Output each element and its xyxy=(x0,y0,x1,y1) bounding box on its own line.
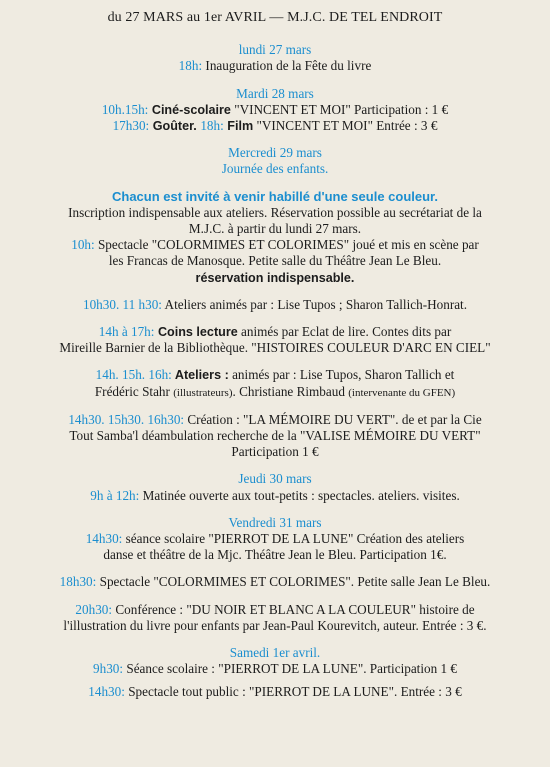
event-line xyxy=(10,297,540,313)
day-heading: Mardi 28 mars xyxy=(236,85,314,101)
event-time: 14h30. 15h30. 16h30: xyxy=(68,411,185,427)
section-conference xyxy=(10,602,540,634)
event-line xyxy=(10,118,540,134)
event-time: 9h à 12h: xyxy=(90,487,140,503)
day-heading: Samedi 1er avril. xyxy=(229,645,321,661)
event-time: 10h.15h: xyxy=(101,101,149,117)
highlight-notice: Chacun est invité à venir habillé d'une seule couleur. xyxy=(111,188,439,204)
section-jeudi-30 xyxy=(10,471,540,503)
section-coins-lecture xyxy=(10,324,540,356)
event-text: Participation 1 € xyxy=(231,444,319,460)
event-text: animés par Eclat de lire. Contes dits par xyxy=(237,324,452,340)
event-time: 18h30: xyxy=(59,574,97,590)
section-lundi-27 xyxy=(10,42,540,74)
event-line xyxy=(10,367,540,383)
section-samedi-1 xyxy=(10,645,540,700)
event-line xyxy=(10,684,540,700)
day-heading: Jeudi 30 mars xyxy=(238,471,312,487)
event-time: 14h30: xyxy=(85,531,123,547)
event-time: 14h. 15h. 16h: xyxy=(95,367,172,383)
section-ateliers-2 xyxy=(10,367,540,400)
event-text: "VINCENT ET MOI" Participation : 1 € xyxy=(230,101,449,117)
event-line xyxy=(10,102,540,118)
event-text: Spectacle "COLORMIMES ET COLORIMES". Petite salle Jean Le Bleu. xyxy=(96,574,491,590)
event-text: Frédéric Stahr xyxy=(94,383,174,399)
info-text: Inscription indispensable aux ateliers. Réservation possible au secrétariat de la xyxy=(68,204,482,220)
day-heading: Mercredi 29 mars xyxy=(228,145,322,161)
day-heading: Vendredi 31 mars xyxy=(228,514,322,530)
event-text: Matinée ouverte aux tout-petits : spectacles. ateliers. visites. xyxy=(139,487,460,503)
event-text: Inauguration de la Fête du livre xyxy=(202,58,372,74)
event-line xyxy=(10,488,540,504)
event-text: "VINCENT ET MOI" Entrée : 3 € xyxy=(253,118,438,134)
event-title: Film xyxy=(223,119,254,134)
event-time: 10h30. 11 h30: xyxy=(82,296,162,312)
section-mardi-28 xyxy=(10,86,540,135)
event-line xyxy=(10,384,540,401)
event-time: 18h: xyxy=(200,118,224,134)
event-text: Mireille Barnier de la Bibliothèque. "HISTOIRES COULEUR D'ARC EN CIEL" xyxy=(59,340,491,356)
event-text: . Christiane Rimbaud xyxy=(232,383,349,399)
event-time: 17h30: xyxy=(112,118,150,134)
event-title: Coins lecture xyxy=(154,325,238,340)
event-text: Spectacle tout public : "PIERROT DE LA LUNE". Entrée : 3 € xyxy=(124,683,462,699)
info-text: M.J.C. à partir du lundi 27 mars. xyxy=(188,221,362,237)
event-text: Ateliers animés par : Lise Tupos ; Sharon Tallich-Honrat. xyxy=(161,296,468,312)
reservation-note: réservation indispensable. xyxy=(195,270,355,285)
event-time: 20h30: xyxy=(75,601,113,617)
event-time: 10h: xyxy=(71,237,95,253)
event-line xyxy=(10,574,540,590)
day-heading: lundi 27 mars xyxy=(238,42,312,58)
event-title: Ciné-scolaire xyxy=(148,102,231,117)
section-spectacle xyxy=(10,574,540,590)
event-title: Goûter. xyxy=(149,119,201,134)
event-text: Conférence : "DU NOIR ET BLANC A LA COULEUR" histoire de xyxy=(112,601,475,617)
event-note: (intervenante du GFEN) xyxy=(348,386,456,399)
event-line xyxy=(10,602,540,618)
event-line xyxy=(10,58,540,74)
day-subheading: Journée des enfants. xyxy=(221,161,329,177)
event-text: l'illustration du livre pour enfants par Jean-Paul Kourevitch, auteur. Entrée : 3 €. xyxy=(63,617,487,633)
event-time: 14h à 17h: xyxy=(98,324,155,340)
page-title: du 27 MARS au 1er AVRIL — M.J.C. DE TEL ENDROIT xyxy=(107,10,443,25)
event-note: (illustrateurs) xyxy=(173,386,233,399)
event-line xyxy=(10,324,540,340)
event-text: danse et théâtre de la Mjc. Théâtre Jean le Bleu. Participation 1€. xyxy=(103,547,447,563)
section-ateliers xyxy=(10,297,540,313)
event-line xyxy=(10,412,540,428)
event-text: Séance scolaire : "PIERROT DE LA LUNE". Participation 1 € xyxy=(123,661,457,677)
section-vendredi-31 xyxy=(10,515,540,564)
section-creation xyxy=(10,412,540,461)
event-text: séance scolaire "PIERROT DE LA LUNE" Création des ateliers xyxy=(122,531,465,547)
section-mercredi-29 xyxy=(10,145,540,177)
event-text: Spectacle "COLORMIMES ET COLORIMES" joué et mis en scène par xyxy=(94,237,479,253)
event-text: Création : "LA MÉMOIRE DU VERT". de et par la Cie xyxy=(184,411,482,427)
info-text: les Francas de Manosque. Petite salle du Théâtre Jean Le Bleu. xyxy=(108,253,442,269)
event-time: 9h30: xyxy=(93,661,124,677)
event-time: 18h: xyxy=(178,58,203,74)
event-line xyxy=(10,661,540,677)
event-line xyxy=(10,531,540,547)
event-text: animés par : Lise Tupos, Sharon Tallich et xyxy=(228,367,455,383)
event-time: 14h30: xyxy=(88,683,125,699)
event-line xyxy=(10,237,540,253)
section-mercredi-info xyxy=(10,189,540,286)
event-title: Ateliers : xyxy=(171,368,229,383)
event-text: Tout Samba'l déambulation recherche de la "VALISE MÉMOIRE DU VERT" xyxy=(69,428,481,444)
